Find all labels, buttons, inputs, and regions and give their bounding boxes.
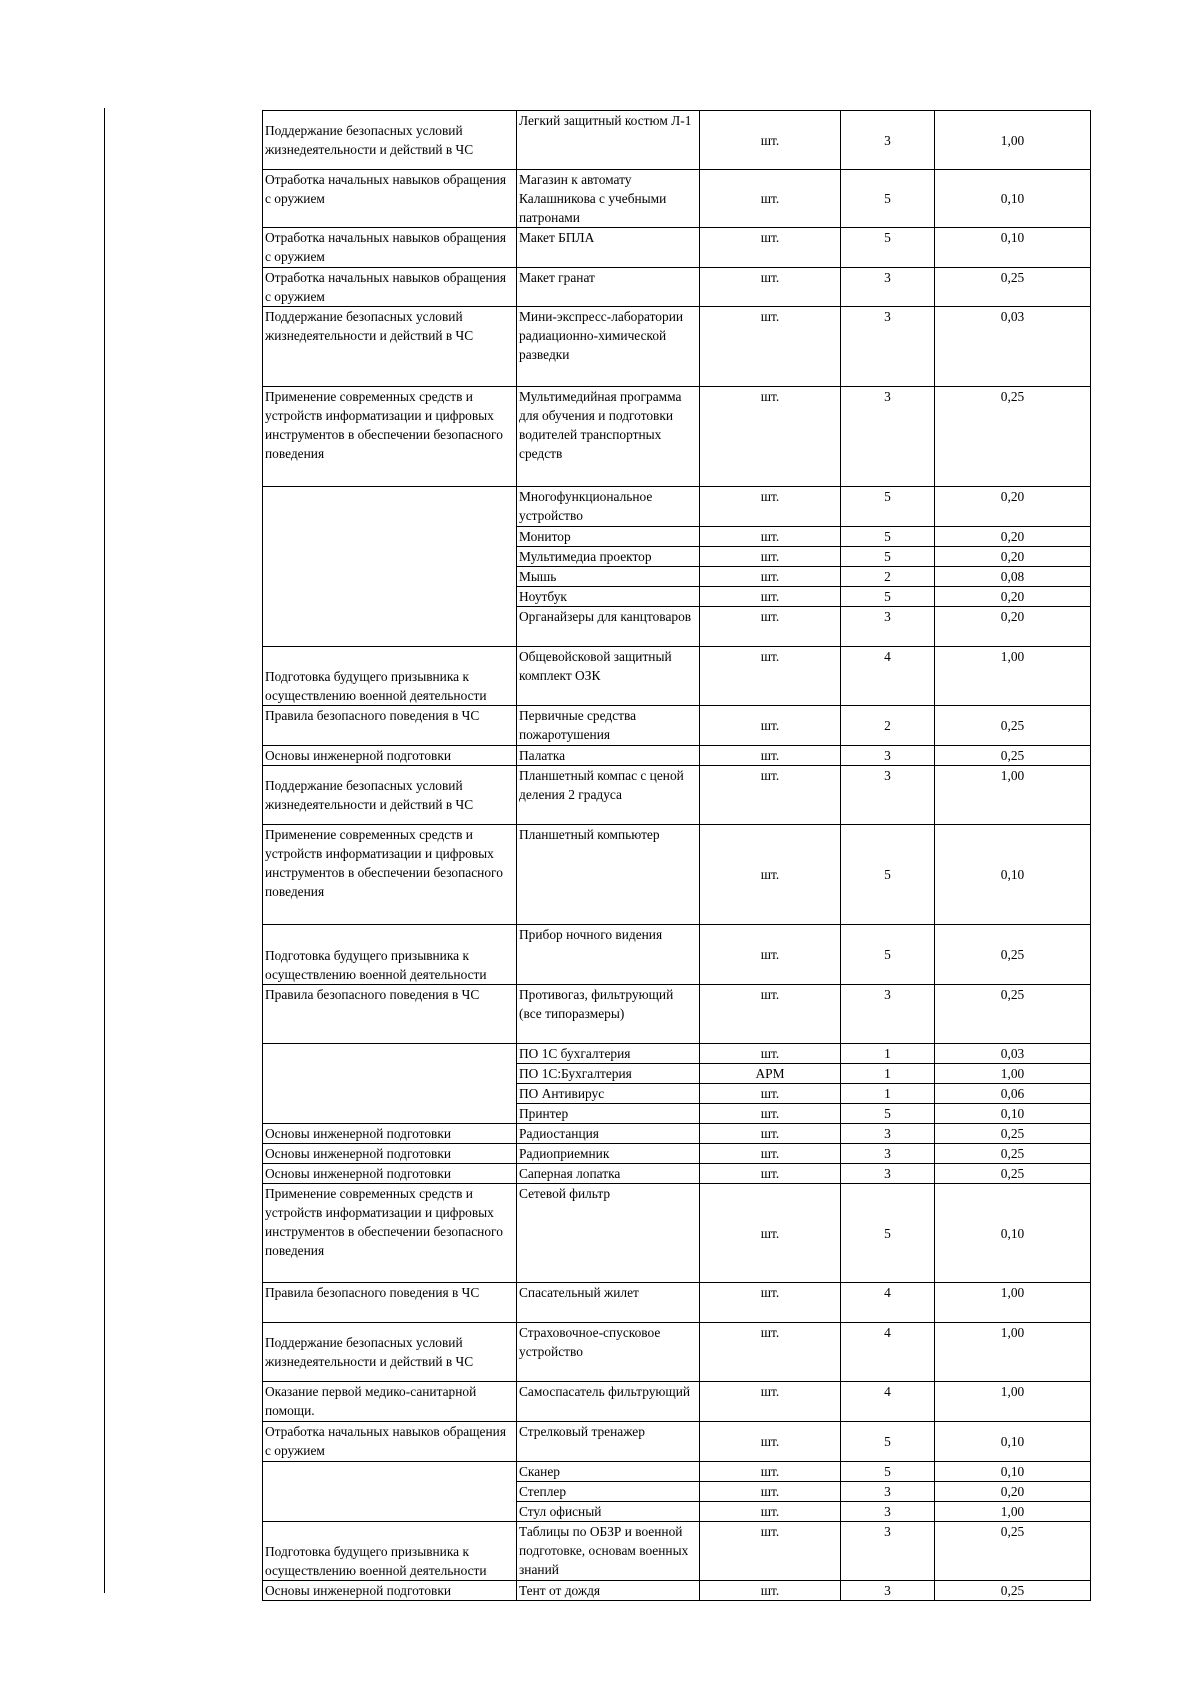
section-cell: Поддержание безопасных условий жизнедеятельности и действий в ЧС: [263, 1323, 517, 1382]
unit-cell: шт.: [700, 587, 841, 607]
quantity-cell: 3: [841, 268, 935, 307]
unit-cell: шт.: [700, 1124, 841, 1144]
quantity-cell: 5: [841, 487, 935, 527]
section-cell: Подготовка будущего призывника к осуществлению военной деятельности: [263, 1522, 517, 1581]
item-name-cell: Мини-экспресс-лаборатории радиационно-химической разведки: [517, 307, 700, 387]
quantity-cell: 4: [841, 647, 935, 706]
section-cell: Основы инженерной подготовки: [263, 1124, 517, 1144]
table-row: [263, 825, 1091, 925]
value-cell: 0,20: [935, 1482, 1091, 1502]
section-cell: Отработка начальных навыков обращения с оружием: [263, 170, 517, 228]
section-cell: Отработка начальных навыков обращения с оружием: [263, 268, 517, 307]
value-cell: 0,25: [935, 925, 1091, 985]
table-row: [263, 746, 1091, 766]
value-cell: 0,10: [935, 825, 1091, 925]
value-cell: 0,20: [935, 587, 1091, 607]
section-cell: Основы инженерной подготовки: [263, 1164, 517, 1184]
item-name-cell: Легкий защитный костюм Л-1: [517, 111, 700, 170]
unit-cell: шт.: [700, 307, 841, 387]
value-cell: 0,25: [935, 985, 1091, 1044]
unit-cell: шт.: [700, 1502, 841, 1522]
item-name-cell: Спасательный жилет: [517, 1283, 700, 1323]
table-row: [263, 1144, 1091, 1164]
unit-cell: шт.: [700, 1581, 841, 1601]
quantity-cell: 3: [841, 985, 935, 1044]
unit-cell: шт.: [700, 170, 841, 228]
item-name-cell: Органайзеры для канцтоваров: [517, 607, 700, 647]
unit-cell: шт.: [700, 387, 841, 487]
quantity-cell: 5: [841, 547, 935, 567]
item-name-cell: Страховочное-спусковое устройство: [517, 1323, 700, 1382]
value-cell: 0,03: [935, 1044, 1091, 1064]
value-cell: 0,25: [935, 746, 1091, 766]
table-row: [263, 985, 1091, 1044]
table-row: [263, 1581, 1091, 1601]
section-cell: Основы инженерной подготовки: [263, 746, 517, 766]
value-cell: 0,25: [935, 1522, 1091, 1581]
unit-cell: шт.: [700, 1283, 841, 1323]
quantity-cell: 3: [841, 307, 935, 387]
value-cell: 0,25: [935, 268, 1091, 307]
quantity-cell: 5: [841, 587, 935, 607]
quantity-cell: 4: [841, 1283, 935, 1323]
quantity-cell: 3: [841, 766, 935, 825]
section-cell: Правила безопасного поведения в ЧС: [263, 1283, 517, 1323]
value-cell: 0,25: [935, 1581, 1091, 1601]
value-cell: 0,25: [935, 387, 1091, 487]
value-cell: 0,06: [935, 1084, 1091, 1104]
quantity-cell: 2: [841, 567, 935, 587]
item-name-cell: Принтер: [517, 1104, 700, 1124]
unit-cell: шт.: [700, 1482, 841, 1502]
unit-cell: АРМ: [700, 1064, 841, 1084]
item-name-cell: ПО 1С:Бухгалтерия: [517, 1064, 700, 1084]
unit-cell: шт.: [700, 1422, 841, 1462]
left-margin-line: [104, 108, 105, 1593]
section-cell: Отработка начальных навыков обращения с оружием: [263, 228, 517, 268]
section-cell: Основы инженерной подготовки: [263, 1581, 517, 1601]
unit-cell: шт.: [700, 1164, 841, 1184]
item-name-cell: Многофункциональное устройство: [517, 487, 700, 527]
unit-cell: шт.: [700, 1522, 841, 1581]
section-cell: Правила безопасного поведения в ЧС: [263, 706, 517, 746]
item-name-cell: Самоспасатель фильтрующий: [517, 1382, 700, 1422]
value-cell: 0,10: [935, 170, 1091, 228]
quantity-cell: 3: [841, 1164, 935, 1184]
item-name-cell: ПО 1С бухгалтерия: [517, 1044, 700, 1064]
table-row: [263, 1522, 1091, 1581]
item-name-cell: Мультимедиа проектор: [517, 547, 700, 567]
table-row: [263, 1382, 1091, 1422]
unit-cell: шт.: [700, 925, 841, 985]
table-row: [263, 647, 1091, 706]
table-row: [263, 268, 1091, 307]
quantity-cell: 5: [841, 925, 935, 985]
unit-cell: шт.: [700, 1144, 841, 1164]
item-name-cell: Степлер: [517, 1482, 700, 1502]
table-row: [263, 228, 1091, 268]
table-row: [263, 706, 1091, 746]
item-name-cell: Общевойсковой защитный комплект ОЗК: [517, 647, 700, 706]
value-cell: 0,10: [935, 1104, 1091, 1124]
value-cell: 0,20: [935, 527, 1091, 547]
item-name-cell: Стул офисный: [517, 1502, 700, 1522]
value-cell: 0,08: [935, 567, 1091, 587]
section-cell: [263, 1044, 517, 1124]
section-cell: Применение современных средств и устройств информатизации и цифровых инструментов в обеспечении безопасного поведения: [263, 825, 517, 925]
section-cell: Поддержание безопасных условий жизнедеятельности и действий в ЧС: [263, 766, 517, 825]
quantity-cell: 3: [841, 1522, 935, 1581]
unit-cell: шт.: [700, 1323, 841, 1382]
unit-cell: шт.: [700, 547, 841, 567]
table-row: [263, 1323, 1091, 1382]
quantity-cell: 1: [841, 1084, 935, 1104]
section-cell: Поддержание безопасных условий жизнедеятельности и действий в ЧС: [263, 111, 517, 170]
value-cell: 0,25: [935, 1164, 1091, 1184]
item-name-cell: Мышь: [517, 567, 700, 587]
section-cell: Поддержание безопасных условий жизнедеятельности и действий в ЧС: [263, 307, 517, 387]
value-cell: 1,00: [935, 1382, 1091, 1422]
unit-cell: шт.: [700, 1462, 841, 1482]
unit-cell: шт.: [700, 567, 841, 587]
quantity-cell: 3: [841, 1482, 935, 1502]
unit-cell: шт.: [700, 527, 841, 547]
quantity-cell: 3: [841, 746, 935, 766]
value-cell: 1,00: [935, 1283, 1091, 1323]
section-cell: Подготовка будущего призывника к осуществлению военной деятельности: [263, 925, 517, 985]
item-name-cell: Прибор ночного видения: [517, 925, 700, 985]
quantity-cell: 5: [841, 527, 935, 547]
value-cell: 0,20: [935, 487, 1091, 527]
unit-cell: шт.: [700, 607, 841, 647]
item-name-cell: Саперная лопатка: [517, 1164, 700, 1184]
value-cell: 0,10: [935, 228, 1091, 268]
table-row: [263, 1124, 1091, 1144]
table-row: [263, 1462, 1091, 1482]
quantity-cell: 1: [841, 1064, 935, 1084]
item-name-cell: Радиостанция: [517, 1124, 700, 1144]
unit-cell: шт.: [700, 228, 841, 268]
section-cell: [263, 487, 517, 647]
item-name-cell: Радиоприемник: [517, 1144, 700, 1164]
value-cell: 0,03: [935, 307, 1091, 387]
item-name-cell: Планшетный компас с ценой деления 2 градуса: [517, 766, 700, 825]
item-name-cell: Сетевой фильтр: [517, 1184, 700, 1283]
unit-cell: шт.: [700, 1184, 841, 1283]
quantity-cell: 3: [841, 1124, 935, 1144]
item-name-cell: Сканер: [517, 1462, 700, 1482]
item-name-cell: Противогаз, фильтрующий (все типоразмеры): [517, 985, 700, 1044]
item-name-cell: Макет БПЛА: [517, 228, 700, 268]
unit-cell: шт.: [700, 706, 841, 746]
item-name-cell: Ноутбук: [517, 587, 700, 607]
quantity-cell: 5: [841, 1462, 935, 1482]
table-row: [263, 307, 1091, 387]
value-cell: 0,10: [935, 1184, 1091, 1283]
quantity-cell: 3: [841, 607, 935, 647]
quantity-cell: 3: [841, 1502, 935, 1522]
quantity-cell: 4: [841, 1382, 935, 1422]
quantity-cell: 5: [841, 1104, 935, 1124]
value-cell: 1,00: [935, 1323, 1091, 1382]
value-cell: 0,25: [935, 1124, 1091, 1144]
quantity-cell: 1: [841, 1044, 935, 1064]
equipment-table: [262, 110, 1091, 1601]
unit-cell: шт.: [700, 1382, 841, 1422]
unit-cell: шт.: [700, 825, 841, 925]
table-row: [263, 1044, 1091, 1064]
quantity-cell: 5: [841, 1422, 935, 1462]
value-cell: 0,10: [935, 1462, 1091, 1482]
unit-cell: шт.: [700, 746, 841, 766]
quantity-cell: 5: [841, 170, 935, 228]
section-cell: Подготовка будущего призывника к осуществлению военной деятельности: [263, 647, 517, 706]
table-body: [263, 111, 1091, 1601]
table-row: [263, 1164, 1091, 1184]
table-row: [263, 170, 1091, 228]
section-cell: Оказание первой медико-санитарной помощи.: [263, 1382, 517, 1422]
section-cell: Отработка начальных навыков обращения с оружием: [263, 1422, 517, 1462]
unit-cell: шт.: [700, 647, 841, 706]
item-name-cell: Макет гранат: [517, 268, 700, 307]
value-cell: 1,00: [935, 766, 1091, 825]
quantity-cell: 3: [841, 1144, 935, 1164]
table-row: [263, 487, 1091, 527]
item-name-cell: Тент от дождя: [517, 1581, 700, 1601]
item-name-cell: Первичные средства пожаротушения: [517, 706, 700, 746]
quantity-cell: 3: [841, 1581, 935, 1601]
unit-cell: шт.: [700, 111, 841, 170]
item-name-cell: Монитор: [517, 527, 700, 547]
section-cell: Правила безопасного поведения в ЧС: [263, 985, 517, 1044]
quantity-cell: 5: [841, 825, 935, 925]
item-name-cell: ПО Антивирус: [517, 1084, 700, 1104]
value-cell: 1,00: [935, 647, 1091, 706]
unit-cell: шт.: [700, 766, 841, 825]
section-cell: Основы инженерной подготовки: [263, 1144, 517, 1164]
value-cell: 0,10: [935, 1422, 1091, 1462]
unit-cell: шт.: [700, 1044, 841, 1064]
unit-cell: шт.: [700, 487, 841, 527]
table-row: [263, 1283, 1091, 1323]
value-cell: 0,20: [935, 547, 1091, 567]
value-cell: 0,20: [935, 607, 1091, 647]
table-row: [263, 1422, 1091, 1462]
item-name-cell: Планшетный компьютер: [517, 825, 700, 925]
item-name-cell: Стрелковый тренажер: [517, 1422, 700, 1462]
unit-cell: шт.: [700, 985, 841, 1044]
value-cell: 0,25: [935, 1144, 1091, 1164]
item-name-cell: Мультимедийная программа для обучения и подготовки водителей транспортных средств: [517, 387, 700, 487]
section-cell: [263, 1462, 517, 1522]
value-cell: 1,00: [935, 1502, 1091, 1522]
quantity-cell: 3: [841, 111, 935, 170]
quantity-cell: 2: [841, 706, 935, 746]
unit-cell: шт.: [700, 1104, 841, 1124]
value-cell: 0,25: [935, 706, 1091, 746]
unit-cell: шт.: [700, 268, 841, 307]
quantity-cell: 4: [841, 1323, 935, 1382]
table-row: [263, 766, 1091, 825]
table-row: [263, 925, 1091, 985]
quantity-cell: 5: [841, 228, 935, 268]
table-row: [263, 111, 1091, 170]
table-row: [263, 1184, 1091, 1283]
item-name-cell: Таблицы по ОБЗР и военной подготовке, основам военных знаний: [517, 1522, 700, 1581]
value-cell: 1,00: [935, 1064, 1091, 1084]
unit-cell: шт.: [700, 1084, 841, 1104]
item-name-cell: Палатка: [517, 746, 700, 766]
quantity-cell: 3: [841, 387, 935, 487]
quantity-cell: 5: [841, 1184, 935, 1283]
value-cell: 1,00: [935, 111, 1091, 170]
section-cell: Применение современных средств и устройств информатизации и цифровых инструментов в обеспечении безопасного поведения: [263, 1184, 517, 1283]
item-name-cell: Магазин к автомату Калашникова с учебными патронами: [517, 170, 700, 228]
section-cell: Применение современных средств и устройств информатизации и цифровых инструментов в обеспечении безопасного поведения: [263, 387, 517, 487]
table-row: [263, 387, 1091, 487]
